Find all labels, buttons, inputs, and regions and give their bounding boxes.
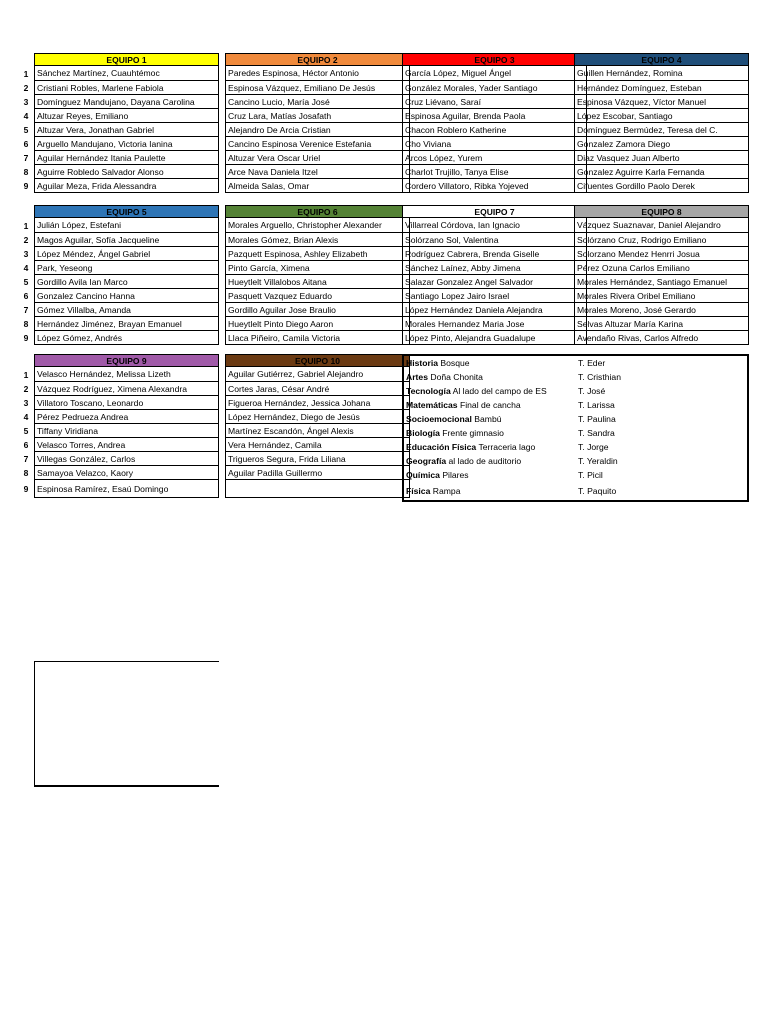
team-member: Avendaño Rivas, Carlos Alfredo [575, 330, 748, 344]
team-member: Chacon Roblero Katherine [403, 122, 586, 136]
team-equipo-7 [402, 205, 587, 345]
team-equipo-4 [574, 53, 749, 193]
subject-name: Biología [406, 428, 440, 438]
team-header: EQUIPO 3 [402, 53, 587, 66]
team-member: Selvas Altuzar María Karina [575, 316, 748, 330]
team-member: López Méndez, Ángel Gabriel [35, 246, 218, 260]
subject-location: Frente gimnasio [442, 428, 504, 438]
subject-teacher: T. José [578, 386, 606, 396]
team-member: Cruz Lara, Matías Josafath [226, 108, 409, 122]
subject-location: Pilares [442, 470, 469, 480]
team-member: Hernández Domínguez, Esteban [575, 80, 748, 94]
subject-name: Socioemocional [406, 414, 472, 424]
row-number: 6 [23, 440, 29, 450]
team-member: Aguilar Meza, Frida Alessandra [35, 178, 218, 192]
team-member: Cancino Lucio, María José [226, 94, 409, 108]
team-member: Gordillo Avila Ian Marco [35, 274, 218, 288]
team-header: EQUIPO 7 [402, 205, 587, 218]
team-member: López Pinto, Alejandra Guadalupe [403, 330, 586, 344]
team-member: Vázquez Rodríguez, Ximena Alexandra [35, 381, 218, 395]
team-member: Gordillo Aguilar Jose Braulio [226, 302, 409, 316]
row-number: 7 [23, 454, 29, 464]
team-member: Morales Hernandez Maria Jose [403, 316, 586, 330]
subject-teacher: T. Jorge [578, 442, 609, 452]
row-number: 6 [23, 291, 29, 301]
team-member-list [402, 218, 587, 345]
team-member: Altuzar Vera, Jonathan Gabriel [35, 122, 218, 136]
row-number: 9 [23, 333, 29, 343]
subject-name: Física [406, 486, 431, 496]
team-member-list [34, 218, 219, 345]
team-member: Charlot Trujillo, Tanya Elise [403, 164, 586, 178]
team-member-list [402, 66, 587, 193]
team-member: Hueytlelt Villalobos Aitana [226, 274, 409, 288]
row-number: 7 [23, 305, 29, 315]
team-member: Cortes Jaras, César André [226, 381, 409, 395]
row-number: 4 [23, 412, 29, 422]
row-number: 9 [23, 181, 29, 191]
subject-row [406, 484, 746, 498]
team-member: Villatoro Toscano, Leonardo [35, 395, 218, 409]
row-number: 1 [23, 221, 29, 231]
team-header: EQUIPO 5 [34, 205, 219, 218]
team-member: Domínguez Mandujano, Dayana Carolina [35, 94, 218, 108]
team-member: Martínez Escandón, Ángel Alexis [226, 423, 409, 437]
team-member: Gómez Villalba, Amanda [35, 302, 218, 316]
team-member: López Hernández, Diego de Jesús [226, 409, 409, 423]
team-equipo-8 [574, 205, 749, 345]
team-member: Vera Hernández, Camila [226, 437, 409, 451]
subject-teacher: T. Cristhian [578, 372, 621, 382]
team-equipo-1 [34, 53, 219, 193]
team-member: Velasco Hernández, Melissa Lizeth [37, 369, 171, 379]
subject-location: Doña Chonita [430, 372, 483, 382]
subject-location-box [402, 354, 749, 502]
subject-teacher: T. Yeraldin [578, 456, 618, 466]
team-member: Pasquett Vazquez Eduardo [226, 288, 409, 302]
team-member: López Gómez, Andrés [35, 330, 218, 344]
subject-location: Bambú [474, 414, 502, 424]
subject-teacher: T. Paulina [578, 414, 616, 424]
subject-teacher: T. Larissa [578, 400, 615, 410]
team-member: Cordero Villatoro, Ribka Yojeved [403, 178, 586, 192]
team-member-list [225, 66, 410, 193]
row-number: 5 [23, 125, 29, 135]
team-member: Samayoa Velazco, Kaory [35, 465, 218, 479]
team-member: Villegas González, Carlos [35, 451, 218, 465]
team-member: Pazquett Espinosa, Ashley Elizabeth [226, 246, 409, 260]
team-member: Pinto García, Ximena [226, 260, 409, 274]
row-number: 8 [23, 468, 29, 478]
team-member: Arce Nava Daniela Itzel [226, 164, 409, 178]
team-member: Solórzano Cruz, Rodrigo Emiliano [575, 232, 748, 246]
row-number: 1 [23, 69, 29, 79]
subject-teacher: T. Paquito [578, 486, 617, 496]
team-member: Aguilar Gutiérrez, Gabriel Alejandro [228, 369, 364, 379]
subject-teacher: T. Eder [578, 358, 606, 368]
subject-location: al lado de auditorio [448, 456, 522, 466]
team-header: EQUIPO 1 [34, 53, 219, 66]
team-member: Cruz Liévano, Saraí [403, 94, 586, 108]
team-member: Morales Rivera Oribel Emiliano [575, 288, 748, 302]
row-number: 1 [23, 370, 29, 380]
subject-row [406, 454, 746, 468]
team-member: Gonzalez Aguirre Karla Fernanda [575, 164, 748, 178]
team-member-list [574, 66, 749, 193]
subject-location: Rampa [432, 486, 461, 496]
team-member: Trigueros Segura, Frida Liliana [226, 451, 409, 465]
subject-name: Química [406, 470, 440, 480]
team-member: Velasco Torres, Andrea [35, 437, 218, 451]
team-header: EQUIPO 2 [225, 53, 410, 66]
team-member: Tiffany Viridiana [35, 423, 218, 437]
subject-teacher: T. Picil [578, 470, 603, 480]
team-member: Morales Hernández, Santiago Emanuel [575, 274, 748, 288]
row-number: 3 [23, 249, 29, 259]
team-member-list [34, 66, 219, 193]
row-number: 6 [23, 139, 29, 149]
row-number: 3 [23, 97, 29, 107]
team-member: Cristiani Robles, Marlene Fabiola [35, 80, 218, 94]
team-member: Cifuentes Gordillo Paolo Derek [575, 178, 748, 192]
team-member: Espinosa Vázquez, Víctor Manuel [575, 94, 748, 108]
team-member: Espinosa Ramírez, Esaú Domingo [35, 479, 218, 497]
team-member: Rodríguez Cabrera, Brenda Giselle [403, 246, 586, 260]
team-member: Gonzalez Zamora Diego [575, 136, 748, 150]
row-number: 8 [23, 319, 29, 329]
team-member: Diaz Vasquez Juan Alberto [575, 150, 748, 164]
team-equipo-6 [225, 205, 410, 345]
subject-row [406, 412, 746, 426]
team-member: Espinosa Aguilar, Brenda Paola [403, 108, 586, 122]
team-member: Altuzar Reyes, Emiliano [35, 108, 218, 122]
team-equipo-9 [34, 354, 219, 498]
team-member: Villarreal Córdova, Ian Ignacio [405, 220, 520, 230]
subject-name: Tecnología [406, 386, 451, 396]
row-number: 5 [23, 277, 29, 287]
row-number: 2 [23, 235, 29, 245]
team-member: Park, Yeseong [35, 260, 218, 274]
subject-row [406, 468, 746, 482]
team-member: Gonzalez Cancino Hanna [35, 288, 218, 302]
team-equipo-10 [225, 354, 410, 498]
row-number: 8 [23, 167, 29, 177]
team-member: Pérez Pedrueza Andrea [35, 409, 218, 423]
team-member: Aguilar Padilla Guillermo [226, 465, 409, 479]
team-member: Figueroa Hernández, Jessica Johana [226, 395, 409, 409]
team-member: Solórzano Sol, Valentina [403, 232, 586, 246]
team-header: EQUIPO 9 [34, 354, 219, 367]
team-member: Solorzano Mendez Henrri Josua [575, 246, 748, 260]
subject-location: Final de cancha [459, 400, 521, 410]
team-member: Hueytlelt Pinto Diego Aaron [226, 316, 409, 330]
team-member: Arcos López, Yurem [403, 150, 586, 164]
subject-name: Artes [406, 372, 428, 382]
team-member: Pérez Ozuna Carlos Emiliano [575, 260, 748, 274]
team-member: Arguello Mandujano, Victoria Ianina [35, 136, 218, 150]
subject-name: Matemáticas [406, 400, 458, 410]
team-member: Altuzar Vera Oscar Uriel [226, 150, 409, 164]
team-member: López Escobar, Santiago [575, 108, 748, 122]
team-member: Vázquez Suaznavar, Daniel Alejandro [577, 220, 721, 230]
team-member: Sánchez Laínez, Abby Jimena [403, 260, 586, 274]
team-header: EQUIPO 8 [574, 205, 749, 218]
team-member: Cancino Espinosa Verenice Estefania [226, 136, 409, 150]
subject-name: Historia [406, 358, 438, 368]
team-header: EQUIPO 4 [574, 53, 749, 66]
row-number: 4 [23, 263, 29, 273]
subject-row [406, 426, 746, 440]
team-member: Cho Viviana [403, 136, 586, 150]
subject-name: Educación Física [406, 442, 477, 452]
team-member: Llaca Piñeiro, Camila Victoria [226, 330, 409, 344]
team-member: Morales Arguello, Christopher Alexander [228, 220, 382, 230]
team-member: Morales Gómez, Brian Alexis [226, 232, 409, 246]
subject-row [406, 440, 746, 454]
team-member: Aguirre Robledo Salvador Alonso [35, 164, 218, 178]
team-member: Paredes Espinosa, Héctor Antonio [228, 68, 359, 78]
subject-name: Geografía [406, 456, 447, 466]
team-member: Alejandro De Arcia Cristian [226, 122, 409, 136]
row-number: 4 [23, 111, 29, 121]
row-number: 7 [23, 153, 29, 163]
team-member: García López, Miguel Ángel [405, 68, 512, 78]
team-member: López Hernández Daniela Alejandra [403, 302, 586, 316]
row-number: 2 [23, 384, 29, 394]
subject-location: Al lado del campo de ES [452, 386, 547, 396]
subject-row [406, 398, 746, 412]
team-member-list [225, 218, 410, 345]
subject-row [406, 384, 746, 398]
team-equipo-2 [225, 53, 410, 193]
row-number: 5 [23, 426, 29, 436]
team-member-list [574, 218, 749, 345]
subject-row [406, 356, 746, 370]
team-member: Magos Aguilar, Sofía Jacqueline [35, 232, 218, 246]
subject-teacher: T. Sandra [578, 428, 615, 438]
team-member [226, 479, 409, 497]
row-number: 2 [23, 83, 29, 93]
subject-row [406, 370, 746, 384]
team-member-list [225, 367, 410, 498]
team-member: Aguilar Hernández Itania Paulette [35, 150, 218, 164]
team-header: EQUIPO 6 [225, 205, 410, 218]
row-number: 9 [23, 484, 29, 494]
team-equipo-3 [402, 53, 587, 193]
subject-location: Bosque [440, 358, 470, 368]
subject-location: Terraceria lago [478, 442, 536, 452]
team-member-list [34, 367, 219, 498]
team-member: Sánchez Martínez, Cuauhtémoc [37, 68, 160, 78]
team-member: Guillen Hernández, Romina [577, 68, 683, 78]
team-member: Morales Moreno, José Gerardo [575, 302, 748, 316]
team-member: Domínguez Bermúdez, Teresa del C. [575, 122, 748, 136]
empty-box [34, 661, 219, 787]
row-number: 3 [23, 398, 29, 408]
team-member: Salazar Gonzalez Angel Salvador [403, 274, 586, 288]
team-member: Almeida Salas, Omar [226, 178, 409, 192]
team-member: Hernández Jiménez, Brayan Emanuel [35, 316, 218, 330]
team-member: González Morales, Yader Santiago [403, 80, 586, 94]
team-header: EQUIPO 10 [225, 354, 410, 367]
team-member: Julián López, Estefani [37, 220, 122, 230]
team-equipo-5 [34, 205, 219, 345]
team-member: Espinosa Vázquez, Emiliano De Jesús [226, 80, 409, 94]
team-member: Santiago Lopez Jairo Israel [403, 288, 586, 302]
